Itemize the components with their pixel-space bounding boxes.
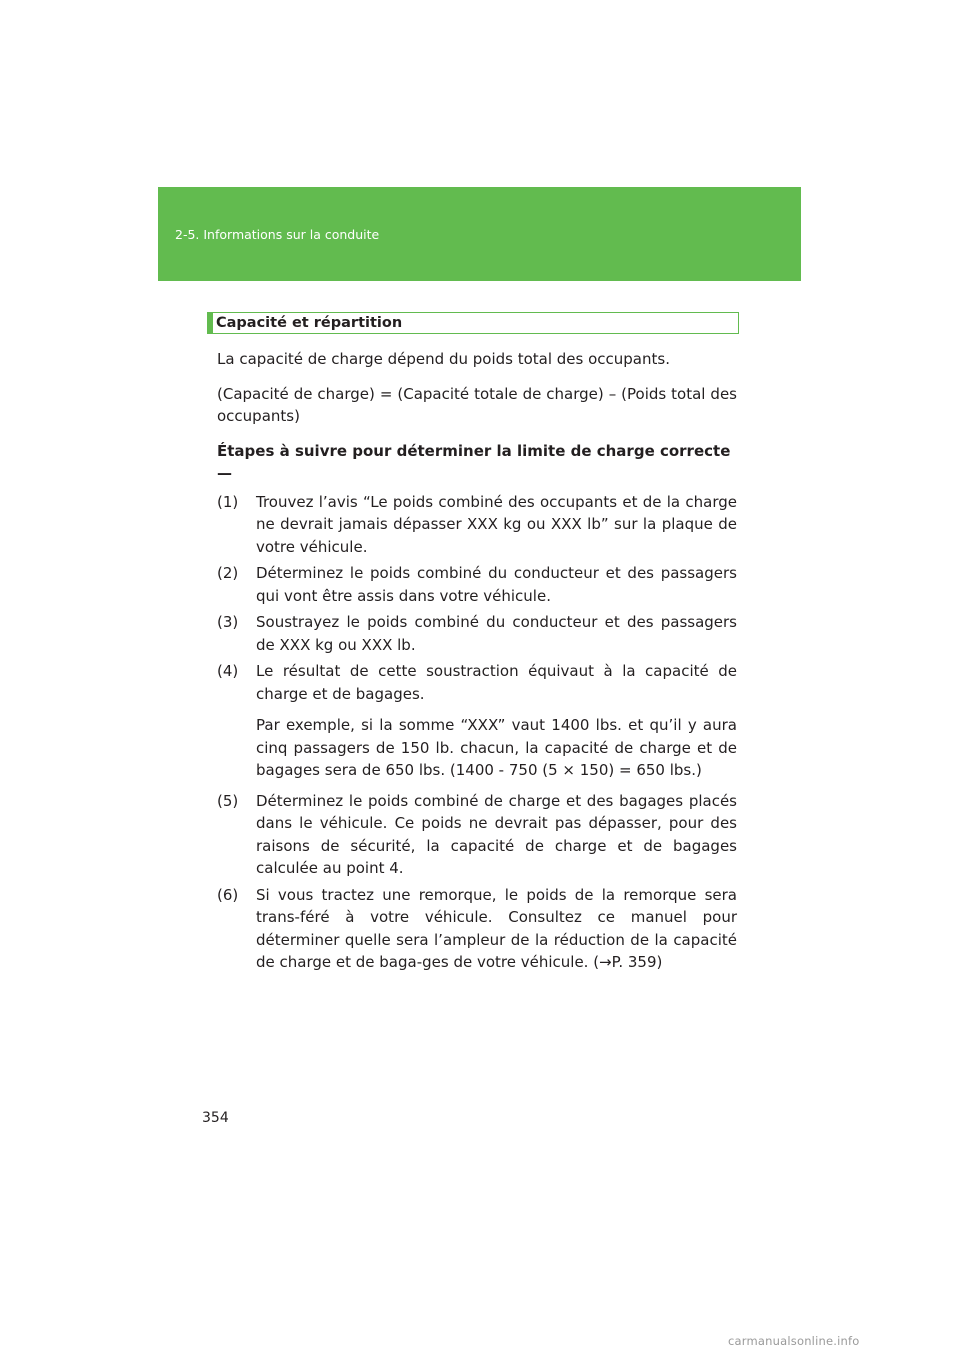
step-number: (3)	[217, 613, 239, 631]
step-number: (2)	[217, 564, 239, 582]
formula-paragraph: (Capacité de charge) = (Capacité totale de charge) – (Poids total des occupants)	[217, 384, 737, 425]
step-item	[217, 790, 737, 880]
section-heading-accent-bar	[207, 312, 213, 334]
steps-title: Étapes à suivre pour déterminer la limite de charge correcte —	[217, 441, 731, 482]
section-title: Capacité et répartition	[216, 315, 403, 331]
step-number: (1)	[217, 492, 239, 511]
step-item	[217, 660, 737, 782]
section-heading-box	[207, 312, 739, 334]
page-number: 354	[202, 1110, 229, 1126]
step-text: Le résultat de cette soustraction équivaut à la capacité de charge et de bagages.	[256, 662, 737, 703]
step-item	[217, 491, 737, 559]
step-item	[217, 884, 737, 974]
step-text: Soustrayez le poids combiné du conducteur et des passagers de XXX kg ou XXX lb.	[256, 613, 737, 654]
intro-paragraph: La capacité de charge dépend du poids total des occupants.	[217, 350, 670, 368]
steps-list	[217, 491, 737, 974]
step-number: (6)	[217, 885, 239, 904]
section-breadcrumb: 2-5. Informations sur la conduite	[175, 227, 380, 242]
watermark: carmanualsonline.info	[728, 1334, 860, 1348]
step-number: (5)	[217, 791, 239, 810]
page-content	[217, 348, 737, 978]
step-example: Par exemple, si la somme “XXX” vaut 1400 lbs. et qu’il y aura cinq passagers de 150 lb. chacun, la capacité de charge et de bagages sera de 650 lbs. (1400 - 750 (5 × 150) = 650 lbs.)	[256, 716, 737, 779]
step-text: Trouvez l’avis “Le poids combiné des occupants et de la charge ne devrait jamais dépasser XXX kg ou XXX lb” sur la plaque de votre véhicule.	[256, 492, 737, 556]
step-number: (4)	[217, 662, 239, 680]
step-text: Déterminez le poids combiné de charge et des bagages placés dans le véhicule. Ce poids ne devrait pas dépasser, pour des raisons de sécurité, la capacité de charge et de bagages calculée au point 4.	[256, 791, 737, 877]
step-item	[217, 611, 737, 656]
step-text: Si vous tractez une remorque, le poids de la remorque sera trans-féré à votre véhicule. Consultez ce manuel pour déterminer quelle sera l’ampleur de la réduction de la capacité de charge et de baga-ges de votre véhicule. (→P. 359)	[256, 885, 737, 971]
step-text: Déterminez le poids combiné du conducteur et des passagers qui vont être assis dans votre véhicule.	[256, 564, 737, 605]
chapter-header-band	[158, 187, 801, 281]
step-item	[217, 562, 737, 607]
